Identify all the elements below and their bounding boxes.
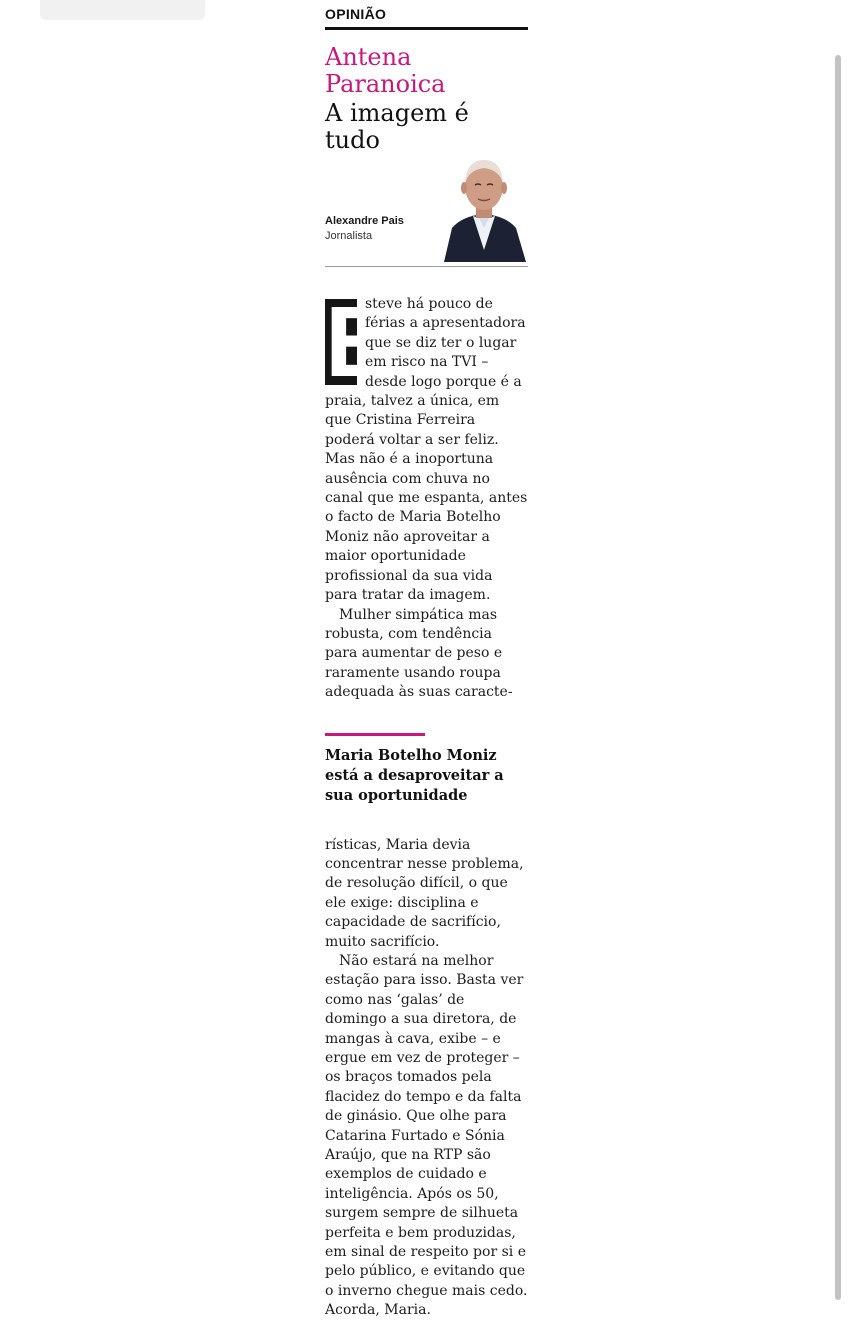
- pull-quote-rule: [325, 733, 425, 736]
- column-name: Antena Paranoica: [325, 43, 446, 98]
- section-rule: [325, 27, 528, 30]
- paragraph-3: Não estará na melhor estação para isso. Basta ver como nas ‘galas’ de domingo a sua diretora, de mangas à cava, exibe – e ergue em vez de proteger – os braços tomados pela flacidez do tempo e da falta de ginásio. Que olhe para Catarina Furtado e Sónia Araújo, que na RTP são exemplos de cuidado e inteligência. Após os 50, surgem sempre de silhueta perfeita e bem produzidas, em sinal de respeito por si e pelo público, e evitando que o inverno chegue mais cedo. Acorda, Maria.: [325, 952, 528, 1319]
- scrollbar[interactable]: [835, 55, 841, 1300]
- headline: A imagem é tudo: [325, 99, 469, 154]
- author-portrait: [440, 154, 528, 262]
- paragraph-2-start: Mulher simpática mas robusta, com tendência para aumentar de peso e raramente usando roupa adequada às suas caracte-: [325, 606, 513, 701]
- article-continuation: [325, 836, 528, 1321]
- paragraph-2-end: rísticas, Maria devia concentrar nesse problema, de resolução difícil, o que ele exige: disciplina e capacidade de sacrifício, muito sacrifício.: [325, 836, 524, 950]
- byline: [325, 154, 528, 266]
- paragraph-1-text: steve há pouco de férias a apresentadora que se diz ter o lugar em risco na TVI – desde logo porque é a praia, talvez a única, em que Cristina Ferreira poderá voltar a ser feliz. Mas não é a inoportuna ausência com chuva no canal que me espanta, antes o facto de Maria Botelho Moniz não aproveitar a maior oportunidade profissional da sua vida para tratar da imagem.: [325, 296, 528, 604]
- author-role: Jornalista: [325, 230, 373, 242]
- article-column: [325, 0, 528, 1321]
- section-label: OPINIÃO: [325, 6, 387, 22]
- author-name: Alexandre Pais: [325, 215, 404, 227]
- top-fade-bar: [40, 0, 205, 20]
- pull-quote: Maria Botelho Moniz está a desaproveitar a sua oportunidade: [325, 746, 504, 804]
- byline-rule: [325, 266, 528, 267]
- drop-cap: E: [325, 286, 392, 398]
- paragraph-1: [325, 286, 528, 703]
